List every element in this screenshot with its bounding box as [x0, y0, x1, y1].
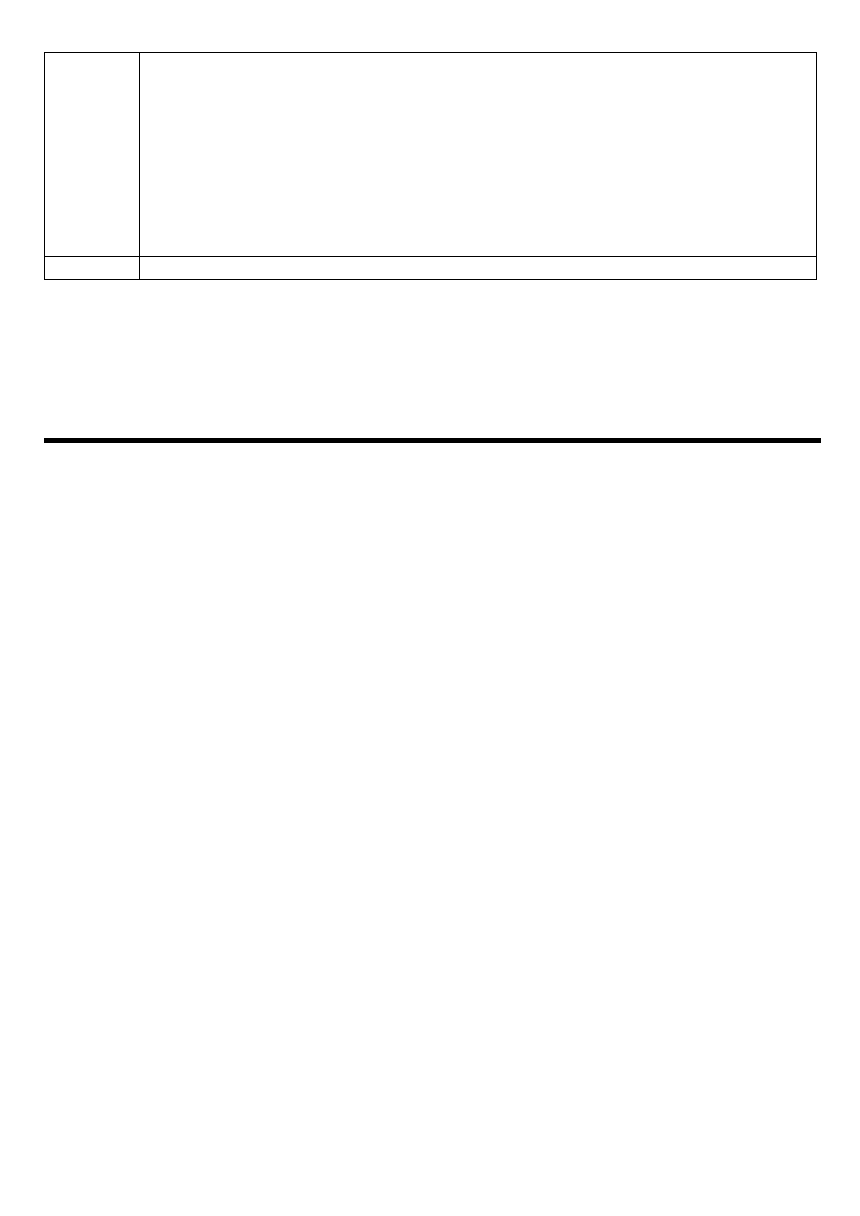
sentence-row	[45, 53, 817, 257]
sentence-pattern-cell	[122, 442, 820, 443]
grammar-text	[139, 257, 816, 280]
sentence-cell	[139, 53, 816, 257]
continuation-table	[44, 52, 817, 280]
sentence-pattern-label	[45, 442, 123, 443]
empty-category-cell	[45, 53, 140, 257]
grammar-label	[45, 257, 140, 280]
grammar-row	[45, 257, 817, 280]
goal-table	[44, 438, 821, 443]
sentence-pattern-row	[45, 442, 821, 443]
